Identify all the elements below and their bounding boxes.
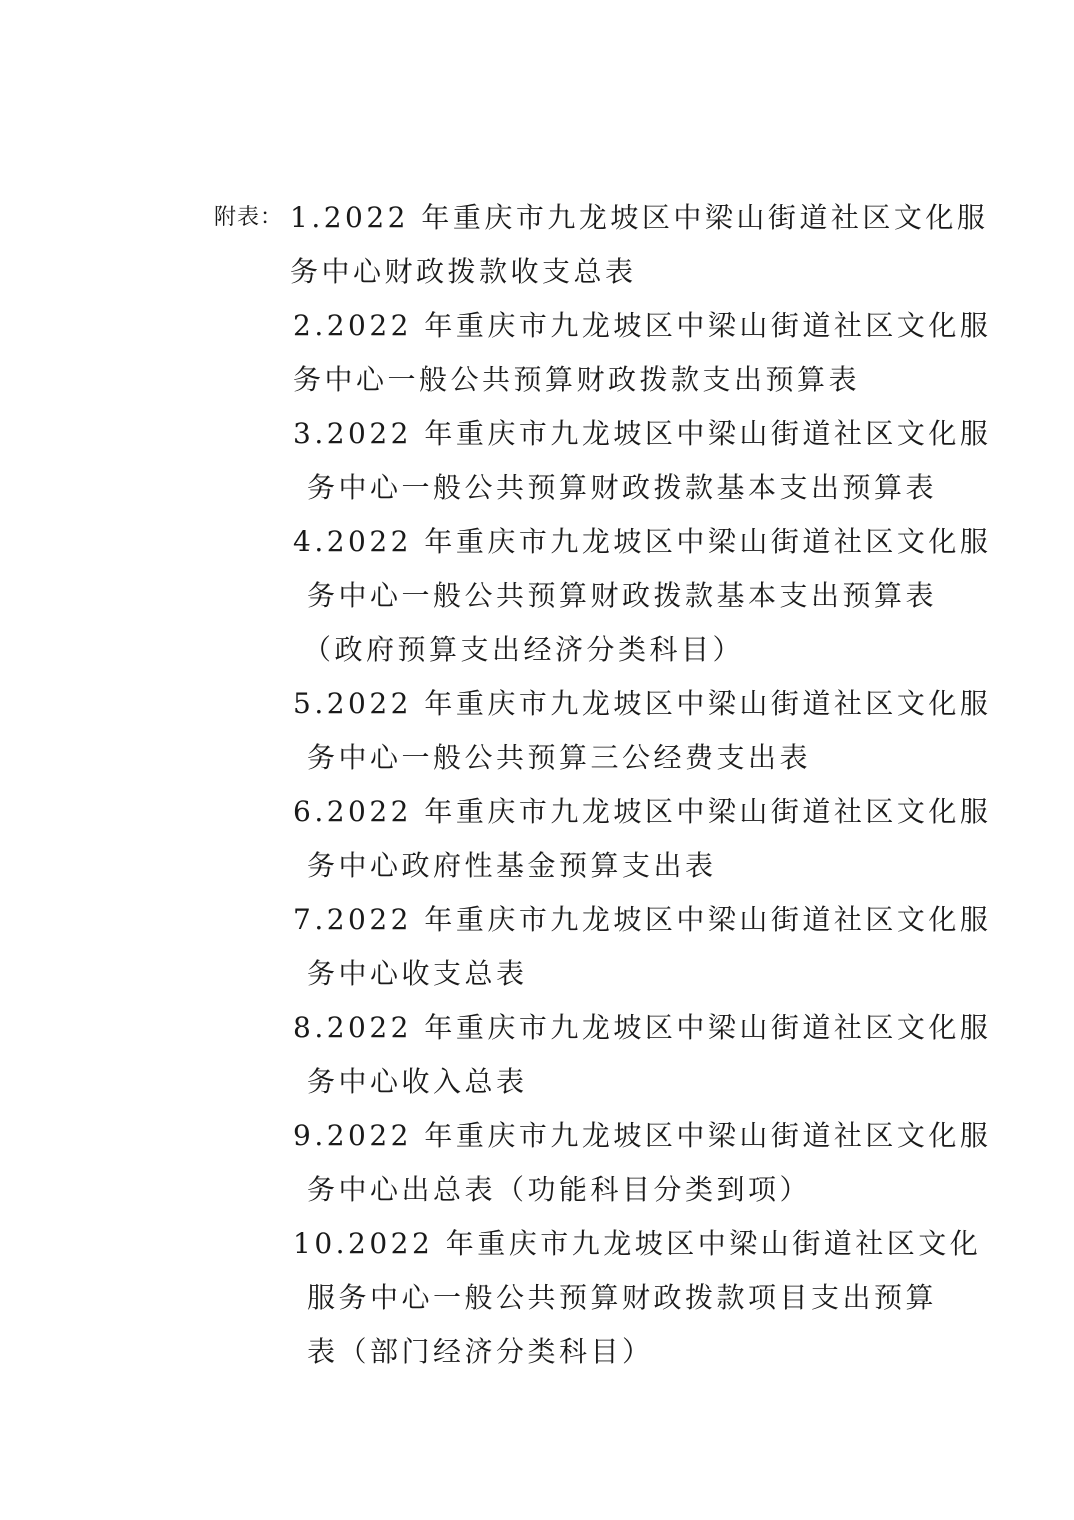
attachment-item-4-line-1: 4.2022 年重庆市九龙坡区中梁山街道社区文化服 (293, 525, 992, 558)
attachment-item-2-line-1: 2.2022 年重庆市九龙坡区中梁山街道社区文化服 (293, 309, 992, 342)
attachment-item-5-line-2: 务中心一般公共预算三公经费支出表 (307, 741, 812, 774)
attachment-item-10-line-2: 服务中心一般公共预算财政拨款项目支出预算 (307, 1281, 938, 1314)
attachment-item-10-line-3: 表（部门经济分类科目） (307, 1335, 654, 1368)
attachment-item-4-line-3: （政府预算支出经济分类科目） (303, 633, 745, 666)
attachment-item-9-line-2: 务中心出总表（功能科目分类到项） (307, 1173, 812, 1206)
attachment-item-2-line-2: 务中心一般公共预算财政拨款支出预算表 (293, 363, 861, 396)
attachment-item-4-line-2: 务中心一般公共预算财政拨款基本支出预算表 (307, 579, 938, 612)
attachment-item-8-line-2: 务中心收入总表 (307, 1065, 528, 1098)
attachment-item-1-line-2: 务中心财政拨款收支总表 (290, 255, 637, 288)
attachment-item-6-line-1: 6.2022 年重庆市九龙坡区中梁山街道社区文化服 (293, 795, 992, 828)
attachment-item-1-line-1: 1.2022 年重庆市九龙坡区中梁山街道社区文化服 (290, 201, 989, 234)
attachment-item-9-line-1: 9.2022 年重庆市九龙坡区中梁山街道社区文化服 (293, 1119, 992, 1152)
attachment-item-7-line-1: 7.2022 年重庆市九龙坡区中梁山街道社区文化服 (293, 903, 992, 936)
attachment-item-7-line-2: 务中心收支总表 (307, 957, 528, 990)
attachment-item-5-line-1: 5.2022 年重庆市九龙坡区中梁山街道社区文化服 (293, 687, 992, 720)
attachment-prefix: 附表： (214, 205, 284, 230)
attachment-item-6-line-2: 务中心政府性基金预算支出表 (307, 849, 717, 882)
attachment-item-8-line-1: 8.2022 年重庆市九龙坡区中梁山街道社区文化服 (293, 1011, 992, 1044)
attachment-item-10-line-1: 10.2022 年重庆市九龙坡区中梁山街道社区文化 (293, 1227, 982, 1260)
attachment-item-3-line-1: 3.2022 年重庆市九龙坡区中梁山街道社区文化服 (293, 417, 992, 450)
attachment-item-3-line-2: 务中心一般公共预算财政拨款基本支出预算表 (307, 471, 938, 504)
